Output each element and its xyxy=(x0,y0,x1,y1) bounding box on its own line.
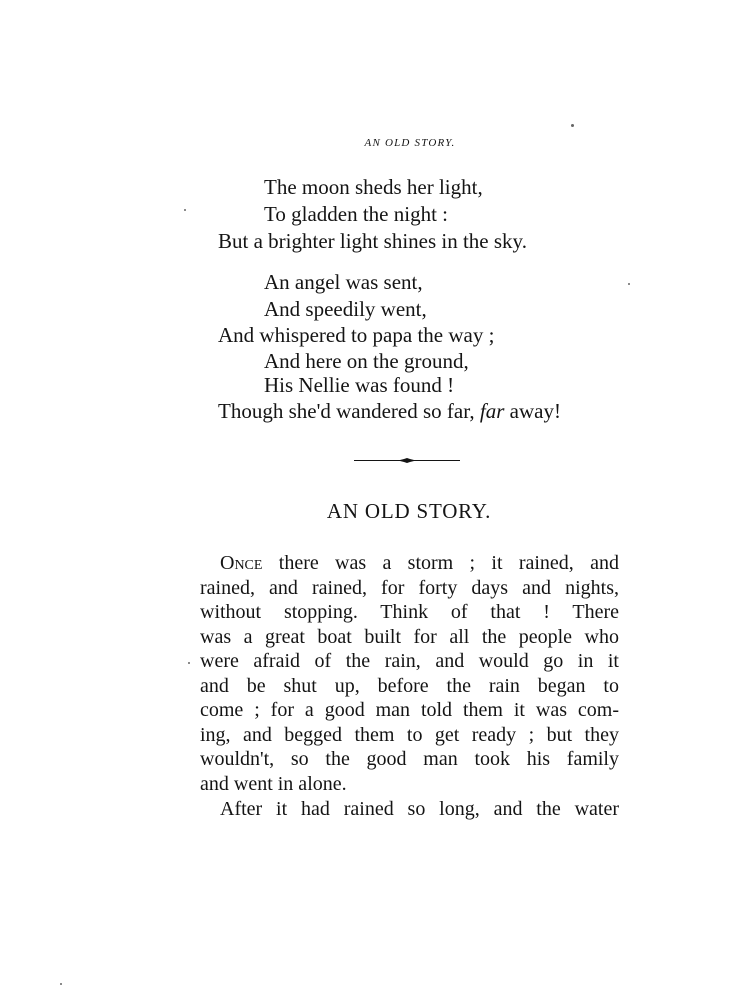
poem-line: To gladden the night : xyxy=(264,202,448,226)
poem-final-line-end: away! xyxy=(504,399,561,423)
story-line: and be shut up, before the rain began to xyxy=(200,675,619,697)
story-line: and went in alone. xyxy=(200,773,347,795)
page-speck xyxy=(188,662,190,664)
story-line: rained, and rained, for forty days and nights, xyxy=(200,577,619,599)
poem-line: But a brighter light shines in the sky. xyxy=(218,229,527,253)
page-speck xyxy=(628,283,630,285)
section-divider xyxy=(354,459,460,463)
page-speck xyxy=(571,124,574,127)
story-line xyxy=(220,551,619,575)
story-line: come ; for a good man told them it was com- xyxy=(200,699,619,721)
poem-line: An angel was sent, xyxy=(264,270,423,294)
poem-italic-word: far xyxy=(479,399,505,423)
poem-line: His Nellie was found ! xyxy=(264,373,455,397)
story-line: was a great boat built for all the people who xyxy=(200,626,619,648)
page-speck xyxy=(60,983,62,985)
story-line-text: there was a storm ; it rained, and xyxy=(262,552,619,574)
poem-final-line-start: Though she'd wandered so far, xyxy=(218,399,480,423)
story-title: AN OLD STORY. xyxy=(326,499,492,523)
divider-rule-right xyxy=(414,460,460,461)
running-head: AN OLD STORY. xyxy=(364,137,456,149)
story-line: ing, and begged them to get ready ; but they xyxy=(200,724,619,746)
poem-line: And here on the ground, xyxy=(264,349,469,373)
story-line: wouldn't, so the good man took his family xyxy=(200,748,619,770)
divider-rule-left xyxy=(354,460,400,461)
poem-final-line xyxy=(218,399,561,423)
story-line: were afraid of the rain, and would go in it xyxy=(200,650,619,672)
story-line: without stopping. Think of that ! There xyxy=(200,601,619,623)
story-opening-word: Once xyxy=(220,552,263,574)
story-line: After it had rained so long, and the water xyxy=(220,798,619,820)
poem-line: And speedily went, xyxy=(264,297,427,321)
poem-line: And whispered to papa the way ; xyxy=(218,323,495,347)
page-speck xyxy=(184,209,186,211)
poem-line: The moon sheds her light, xyxy=(264,175,483,199)
